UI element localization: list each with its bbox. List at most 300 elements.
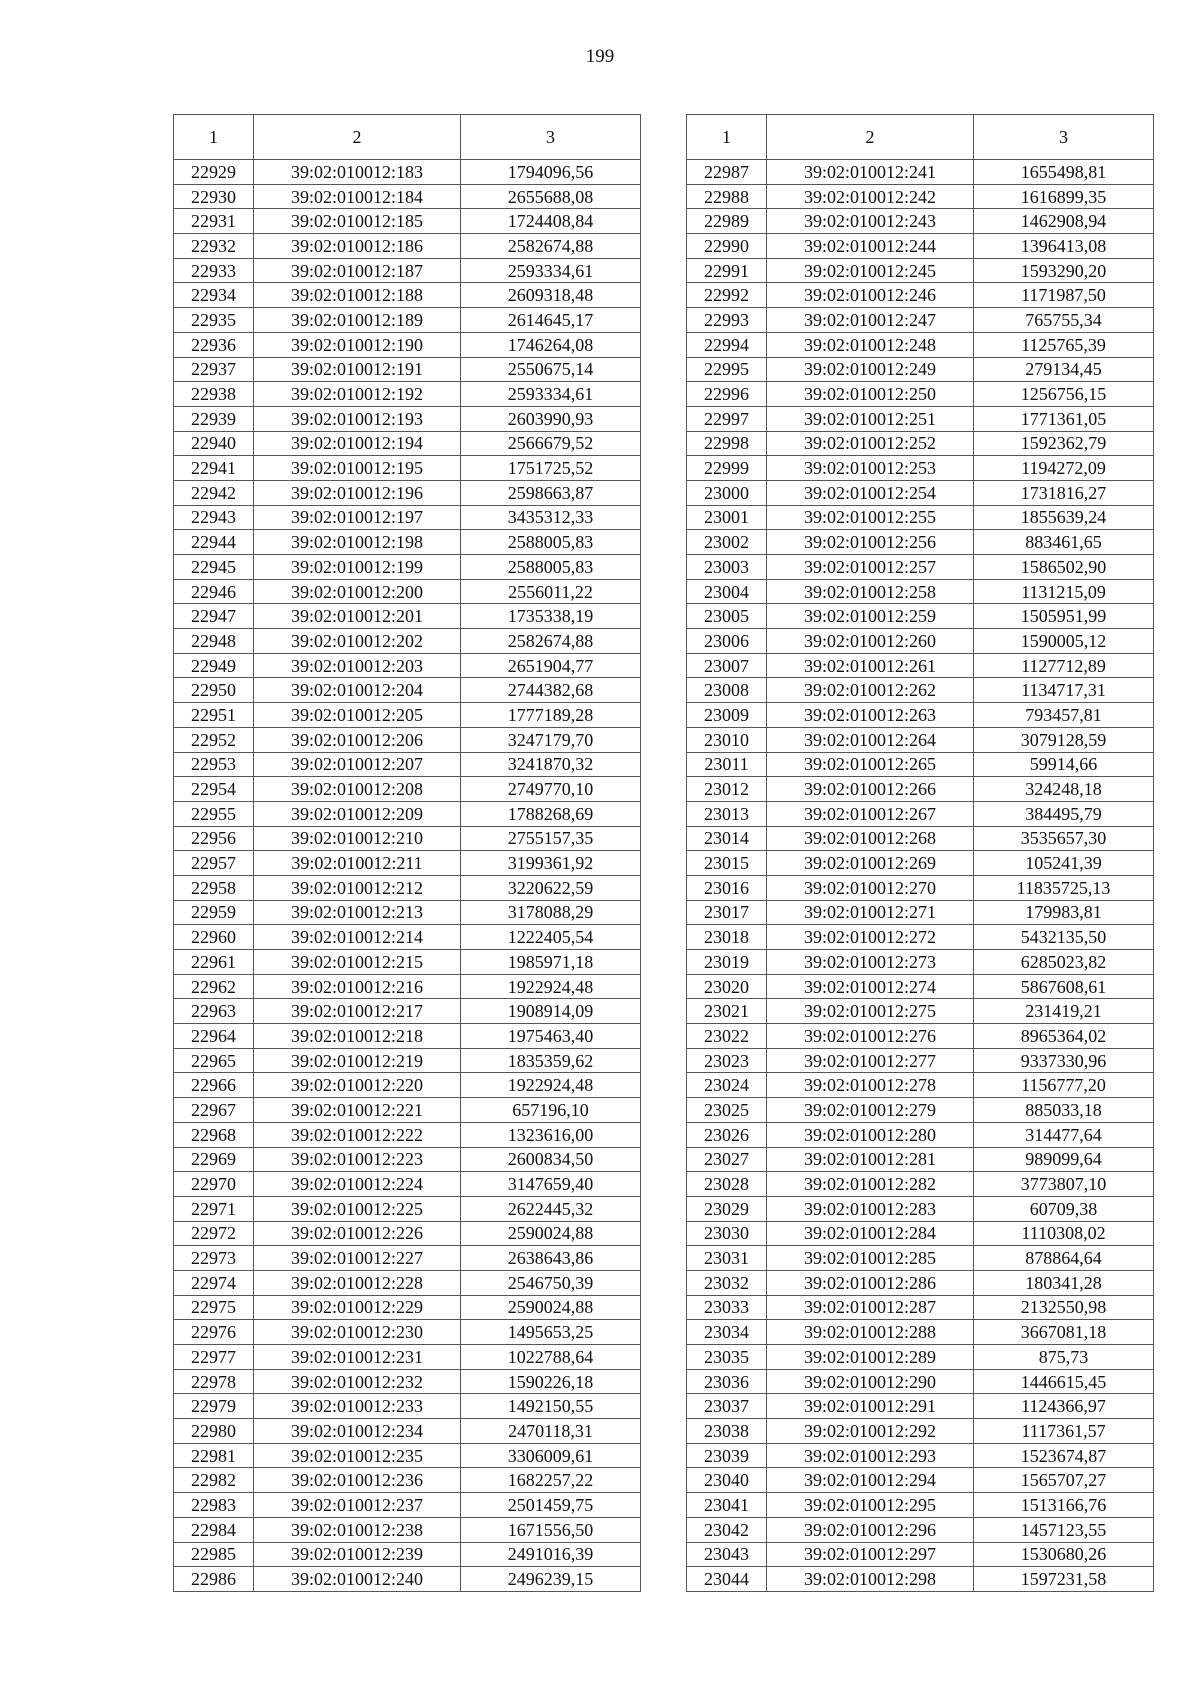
row-number-cell: 22997 bbox=[687, 406, 767, 431]
value-cell: 1462908,94 bbox=[974, 209, 1154, 234]
cadastral-number-cell: 39:02:010012:212 bbox=[254, 875, 461, 900]
row-number-cell: 22934 bbox=[174, 283, 254, 308]
table-row bbox=[687, 703, 1154, 728]
table-row bbox=[174, 1443, 641, 1468]
table-row bbox=[174, 1048, 641, 1073]
cadastral-number-cell: 39:02:010012:295 bbox=[767, 1493, 974, 1518]
cadastral-number-cell: 39:02:010012:235 bbox=[254, 1443, 461, 1468]
cadastral-number-cell: 39:02:010012:227 bbox=[254, 1246, 461, 1271]
value-cell: 2600834,50 bbox=[461, 1147, 641, 1172]
row-number-cell: 23009 bbox=[687, 703, 767, 728]
cadastral-number-cell: 39:02:010012:293 bbox=[767, 1443, 974, 1468]
table-row bbox=[174, 579, 641, 604]
cadastral-number-cell: 39:02:010012:251 bbox=[767, 406, 974, 431]
value-cell: 3178088,29 bbox=[461, 900, 641, 925]
row-number-cell: 22992 bbox=[687, 283, 767, 308]
cadastral-number-cell: 39:02:010012:256 bbox=[767, 530, 974, 555]
table-row bbox=[174, 1542, 641, 1567]
value-cell: 3435312,33 bbox=[461, 505, 641, 530]
row-number-cell: 22990 bbox=[687, 234, 767, 259]
value-cell: 1222405,54 bbox=[461, 925, 641, 950]
value-cell: 1110308,02 bbox=[974, 1221, 1154, 1246]
value-cell: 2566679,52 bbox=[461, 431, 641, 456]
cadastral-number-cell: 39:02:010012:198 bbox=[254, 530, 461, 555]
row-number-cell: 22958 bbox=[174, 875, 254, 900]
value-cell: 1655498,81 bbox=[974, 160, 1154, 185]
cadastral-number-cell: 39:02:010012:190 bbox=[254, 332, 461, 357]
table-row bbox=[174, 1122, 641, 1147]
value-cell: 1682257,22 bbox=[461, 1468, 641, 1493]
value-cell: 2614645,17 bbox=[461, 308, 641, 333]
table-row bbox=[687, 579, 1154, 604]
row-number-cell: 22951 bbox=[174, 703, 254, 728]
table-row bbox=[687, 1196, 1154, 1221]
row-number-cell: 22930 bbox=[174, 184, 254, 209]
cadastral-number-cell: 39:02:010012:229 bbox=[254, 1295, 461, 1320]
table-row bbox=[687, 777, 1154, 802]
table-row bbox=[174, 332, 641, 357]
value-cell: 231419,21 bbox=[974, 999, 1154, 1024]
row-number-cell: 22995 bbox=[687, 357, 767, 382]
table-row bbox=[687, 1246, 1154, 1271]
row-number-cell: 23017 bbox=[687, 900, 767, 925]
value-cell: 1835359,62 bbox=[461, 1048, 641, 1073]
table-row bbox=[687, 851, 1154, 876]
row-number-cell: 22998 bbox=[687, 431, 767, 456]
row-number-cell: 22999 bbox=[687, 456, 767, 481]
row-number-cell: 22981 bbox=[174, 1443, 254, 1468]
cadastral-number-cell: 39:02:010012:249 bbox=[767, 357, 974, 382]
table-row bbox=[174, 431, 641, 456]
value-cell: 883461,65 bbox=[974, 530, 1154, 555]
row-number-cell: 22948 bbox=[174, 629, 254, 654]
row-number-cell: 22938 bbox=[174, 382, 254, 407]
table-row bbox=[687, 604, 1154, 629]
cadastral-number-cell: 39:02:010012:292 bbox=[767, 1419, 974, 1444]
cadastral-number-cell: 39:02:010012:257 bbox=[767, 555, 974, 580]
cadastral-number-cell: 39:02:010012:277 bbox=[767, 1048, 974, 1073]
row-number-cell: 22973 bbox=[174, 1246, 254, 1271]
cadastral-number-cell: 39:02:010012:289 bbox=[767, 1345, 974, 1370]
row-number-cell: 22985 bbox=[174, 1542, 254, 1567]
table-row bbox=[687, 1024, 1154, 1049]
cadastral-number-cell: 39:02:010012:261 bbox=[767, 653, 974, 678]
value-cell: 6285023,82 bbox=[974, 950, 1154, 975]
cadastral-number-cell: 39:02:010012:264 bbox=[767, 727, 974, 752]
row-number-cell: 23007 bbox=[687, 653, 767, 678]
row-number-cell: 22962 bbox=[174, 974, 254, 999]
row-number-cell: 22989 bbox=[687, 209, 767, 234]
row-number-cell: 23023 bbox=[687, 1048, 767, 1073]
row-number-cell: 22977 bbox=[174, 1345, 254, 1370]
row-number-cell: 23001 bbox=[687, 505, 767, 530]
value-cell: 1396413,08 bbox=[974, 234, 1154, 259]
value-cell: 1513166,76 bbox=[974, 1493, 1154, 1518]
table-row bbox=[174, 382, 641, 407]
table-row bbox=[687, 382, 1154, 407]
value-cell: 1127712,89 bbox=[974, 653, 1154, 678]
table-row bbox=[174, 1567, 641, 1592]
table-row bbox=[174, 851, 641, 876]
right-table bbox=[686, 114, 1154, 1592]
value-cell: 2590024,88 bbox=[461, 1295, 641, 1320]
cadastral-number-cell: 39:02:010012:291 bbox=[767, 1394, 974, 1419]
row-number-cell: 22968 bbox=[174, 1122, 254, 1147]
table-row bbox=[174, 1369, 641, 1394]
row-number-cell: 22941 bbox=[174, 456, 254, 481]
value-cell: 3199361,92 bbox=[461, 851, 641, 876]
value-cell: 3773807,10 bbox=[974, 1172, 1154, 1197]
cadastral-number-cell: 39:02:010012:266 bbox=[767, 777, 974, 802]
row-number-cell: 23011 bbox=[687, 752, 767, 777]
cadastral-number-cell: 39:02:010012:213 bbox=[254, 900, 461, 925]
row-number-cell: 22933 bbox=[174, 258, 254, 283]
value-cell: 3220622,59 bbox=[461, 875, 641, 900]
table-row bbox=[687, 258, 1154, 283]
cadastral-number-cell: 39:02:010012:294 bbox=[767, 1468, 974, 1493]
row-number-cell: 23002 bbox=[687, 530, 767, 555]
row-number-cell: 23008 bbox=[687, 678, 767, 703]
cadastral-number-cell: 39:02:010012:207 bbox=[254, 752, 461, 777]
value-cell: 1323616,00 bbox=[461, 1122, 641, 1147]
cadastral-number-cell: 39:02:010012:279 bbox=[767, 1098, 974, 1123]
value-cell: 1156777,20 bbox=[974, 1073, 1154, 1098]
cadastral-number-cell: 39:02:010012:199 bbox=[254, 555, 461, 580]
cadastral-number-cell: 39:02:010012:191 bbox=[254, 357, 461, 382]
cadastral-number-cell: 39:02:010012:200 bbox=[254, 579, 461, 604]
cadastral-number-cell: 39:02:010012:240 bbox=[254, 1567, 461, 1592]
cadastral-number-cell: 39:02:010012:237 bbox=[254, 1493, 461, 1518]
cadastral-number-cell: 39:02:010012:186 bbox=[254, 234, 461, 259]
row-number-cell: 22943 bbox=[174, 505, 254, 530]
value-cell: 2546750,39 bbox=[461, 1270, 641, 1295]
table-header bbox=[174, 115, 641, 160]
cadastral-number-cell: 39:02:010012:222 bbox=[254, 1122, 461, 1147]
cadastral-number-cell: 39:02:010012:247 bbox=[767, 308, 974, 333]
value-cell: 1492150,55 bbox=[461, 1394, 641, 1419]
row-number-cell: 23033 bbox=[687, 1295, 767, 1320]
table-row bbox=[174, 1270, 641, 1295]
table-row bbox=[687, 234, 1154, 259]
table-row bbox=[687, 1073, 1154, 1098]
value-cell: 179983,81 bbox=[974, 900, 1154, 925]
value-cell: 2609318,48 bbox=[461, 283, 641, 308]
table-row bbox=[174, 875, 641, 900]
value-cell: 60709,38 bbox=[974, 1196, 1154, 1221]
table-row bbox=[687, 826, 1154, 851]
table-body bbox=[174, 160, 641, 1592]
value-cell: 1794096,56 bbox=[461, 160, 641, 185]
table-row bbox=[687, 1098, 1154, 1123]
table-body bbox=[687, 160, 1154, 1592]
value-cell: 1751725,52 bbox=[461, 456, 641, 481]
row-number-cell: 23015 bbox=[687, 851, 767, 876]
table-row bbox=[687, 1221, 1154, 1246]
cadastral-number-cell: 39:02:010012:250 bbox=[767, 382, 974, 407]
table-row bbox=[687, 184, 1154, 209]
table-row bbox=[174, 357, 641, 382]
column-header-1: 1 bbox=[174, 115, 254, 160]
row-number-cell: 22942 bbox=[174, 480, 254, 505]
row-number-cell: 22983 bbox=[174, 1493, 254, 1518]
row-number-cell: 23044 bbox=[687, 1567, 767, 1592]
row-number-cell: 22979 bbox=[174, 1394, 254, 1419]
cadastral-number-cell: 39:02:010012:258 bbox=[767, 579, 974, 604]
value-cell: 989099,64 bbox=[974, 1147, 1154, 1172]
cadastral-number-cell: 39:02:010012:225 bbox=[254, 1196, 461, 1221]
cadastral-number-cell: 39:02:010012:248 bbox=[767, 332, 974, 357]
cadastral-number-cell: 39:02:010012:271 bbox=[767, 900, 974, 925]
table-row bbox=[174, 456, 641, 481]
cadastral-number-cell: 39:02:010012:244 bbox=[767, 234, 974, 259]
cadastral-number-cell: 39:02:010012:210 bbox=[254, 826, 461, 851]
table-row bbox=[174, 653, 641, 678]
row-number-cell: 22988 bbox=[687, 184, 767, 209]
table-row bbox=[174, 555, 641, 580]
table-row bbox=[687, 308, 1154, 333]
row-number-cell: 22961 bbox=[174, 950, 254, 975]
cadastral-number-cell: 39:02:010012:276 bbox=[767, 1024, 974, 1049]
table-row bbox=[687, 629, 1154, 654]
cadastral-number-cell: 39:02:010012:193 bbox=[254, 406, 461, 431]
cadastral-number-cell: 39:02:010012:234 bbox=[254, 1419, 461, 1444]
row-number-cell: 22959 bbox=[174, 900, 254, 925]
row-number-cell: 23013 bbox=[687, 801, 767, 826]
cadastral-number-cell: 39:02:010012:201 bbox=[254, 604, 461, 629]
value-cell: 1495653,25 bbox=[461, 1320, 641, 1345]
table-row bbox=[687, 875, 1154, 900]
value-cell: 1117361,57 bbox=[974, 1419, 1154, 1444]
table-row bbox=[687, 1394, 1154, 1419]
table-row bbox=[174, 1468, 641, 1493]
value-cell: 765755,34 bbox=[974, 308, 1154, 333]
value-cell: 1457123,55 bbox=[974, 1517, 1154, 1542]
value-cell: 1777189,28 bbox=[461, 703, 641, 728]
value-cell: 1724408,84 bbox=[461, 209, 641, 234]
column-header-2: 2 bbox=[254, 115, 461, 160]
cadastral-number-cell: 39:02:010012:242 bbox=[767, 184, 974, 209]
value-cell: 1735338,19 bbox=[461, 604, 641, 629]
value-cell: 1565707,27 bbox=[974, 1468, 1154, 1493]
cadastral-number-cell: 39:02:010012:283 bbox=[767, 1196, 974, 1221]
value-cell: 2501459,75 bbox=[461, 1493, 641, 1518]
cadastral-number-cell: 39:02:010012:262 bbox=[767, 678, 974, 703]
value-cell: 2744382,68 bbox=[461, 678, 641, 703]
cadastral-number-cell: 39:02:010012:221 bbox=[254, 1098, 461, 1123]
value-cell: 3535657,30 bbox=[974, 826, 1154, 851]
table-row bbox=[174, 703, 641, 728]
value-cell: 2749770,10 bbox=[461, 777, 641, 802]
column-header-3: 3 bbox=[461, 115, 641, 160]
table-row bbox=[687, 1122, 1154, 1147]
cadastral-number-cell: 39:02:010012:218 bbox=[254, 1024, 461, 1049]
value-cell: 1731816,27 bbox=[974, 480, 1154, 505]
value-cell: 1985971,18 bbox=[461, 950, 641, 975]
row-number-cell: 22971 bbox=[174, 1196, 254, 1221]
cadastral-number-cell: 39:02:010012:231 bbox=[254, 1345, 461, 1370]
table-row bbox=[174, 1147, 641, 1172]
table-row bbox=[174, 801, 641, 826]
row-number-cell: 22946 bbox=[174, 579, 254, 604]
table-row bbox=[174, 1098, 641, 1123]
cadastral-number-cell: 39:02:010012:290 bbox=[767, 1369, 974, 1394]
table-row bbox=[687, 900, 1154, 925]
row-number-cell: 22952 bbox=[174, 727, 254, 752]
cadastral-number-cell: 39:02:010012:217 bbox=[254, 999, 461, 1024]
table-row bbox=[174, 1024, 641, 1049]
cadastral-number-cell: 39:02:010012:297 bbox=[767, 1542, 974, 1567]
table-row bbox=[174, 1419, 641, 1444]
value-cell: 793457,81 bbox=[974, 703, 1154, 728]
row-number-cell: 22969 bbox=[174, 1147, 254, 1172]
value-cell: 1908914,09 bbox=[461, 999, 641, 1024]
row-number-cell: 23040 bbox=[687, 1468, 767, 1493]
table-row bbox=[174, 1493, 641, 1518]
cadastral-number-cell: 39:02:010012:197 bbox=[254, 505, 461, 530]
cadastral-number-cell: 39:02:010012:205 bbox=[254, 703, 461, 728]
value-cell: 1922924,48 bbox=[461, 974, 641, 999]
row-number-cell: 22931 bbox=[174, 209, 254, 234]
row-number-cell: 23041 bbox=[687, 1493, 767, 1518]
row-number-cell: 23019 bbox=[687, 950, 767, 975]
table-row bbox=[174, 999, 641, 1024]
cadastral-number-cell: 39:02:010012:272 bbox=[767, 925, 974, 950]
value-cell: 1134717,31 bbox=[974, 678, 1154, 703]
row-number-cell: 22975 bbox=[174, 1295, 254, 1320]
table-row bbox=[174, 826, 641, 851]
value-cell: 3147659,40 bbox=[461, 1172, 641, 1197]
row-number-cell: 22936 bbox=[174, 332, 254, 357]
row-number-cell: 23021 bbox=[687, 999, 767, 1024]
table-row bbox=[687, 1567, 1154, 1592]
table-row bbox=[687, 1468, 1154, 1493]
cadastral-number-cell: 39:02:010012:220 bbox=[254, 1073, 461, 1098]
cadastral-number-cell: 39:02:010012:263 bbox=[767, 703, 974, 728]
value-cell: 1125765,39 bbox=[974, 332, 1154, 357]
cadastral-number-cell: 39:02:010012:286 bbox=[767, 1270, 974, 1295]
table-row bbox=[687, 1270, 1154, 1295]
value-cell: 1593290,20 bbox=[974, 258, 1154, 283]
table-row bbox=[687, 1369, 1154, 1394]
value-cell: 279134,45 bbox=[974, 357, 1154, 382]
cadastral-number-cell: 39:02:010012:183 bbox=[254, 160, 461, 185]
table-row bbox=[174, 480, 641, 505]
cadastral-number-cell: 39:02:010012:254 bbox=[767, 480, 974, 505]
value-cell: 8965364,02 bbox=[974, 1024, 1154, 1049]
table-row bbox=[174, 752, 641, 777]
row-number-cell: 23026 bbox=[687, 1122, 767, 1147]
value-cell: 2593334,61 bbox=[461, 382, 641, 407]
value-cell: 1746264,08 bbox=[461, 332, 641, 357]
value-cell: 2470118,31 bbox=[461, 1419, 641, 1444]
table-row bbox=[174, 234, 641, 259]
row-number-cell: 23034 bbox=[687, 1320, 767, 1345]
cadastral-number-cell: 39:02:010012:224 bbox=[254, 1172, 461, 1197]
value-cell: 314477,64 bbox=[974, 1122, 1154, 1147]
row-number-cell: 23010 bbox=[687, 727, 767, 752]
value-cell: 2638643,86 bbox=[461, 1246, 641, 1271]
value-cell: 11835725,13 bbox=[974, 875, 1154, 900]
value-cell: 878864,64 bbox=[974, 1246, 1154, 1271]
value-cell: 2598663,87 bbox=[461, 480, 641, 505]
row-number-cell: 23035 bbox=[687, 1345, 767, 1370]
row-number-cell: 22965 bbox=[174, 1048, 254, 1073]
table-row bbox=[174, 1295, 641, 1320]
table-row bbox=[687, 1443, 1154, 1468]
row-number-cell: 23031 bbox=[687, 1246, 767, 1271]
table-row bbox=[687, 925, 1154, 950]
row-number-cell: 22982 bbox=[174, 1468, 254, 1493]
cadastral-number-cell: 39:02:010012:206 bbox=[254, 727, 461, 752]
row-number-cell: 23037 bbox=[687, 1394, 767, 1419]
value-cell: 324248,18 bbox=[974, 777, 1154, 802]
value-cell: 1022788,64 bbox=[461, 1345, 641, 1370]
row-number-cell: 22935 bbox=[174, 308, 254, 333]
cadastral-number-cell: 39:02:010012:273 bbox=[767, 950, 974, 975]
row-number-cell: 22940 bbox=[174, 431, 254, 456]
row-number-cell: 22994 bbox=[687, 332, 767, 357]
row-number-cell: 23038 bbox=[687, 1419, 767, 1444]
table-row bbox=[174, 678, 641, 703]
table-row bbox=[687, 950, 1154, 975]
table-row bbox=[687, 801, 1154, 826]
value-cell: 2550675,14 bbox=[461, 357, 641, 382]
row-number-cell: 23004 bbox=[687, 579, 767, 604]
table-row bbox=[174, 1073, 641, 1098]
cadastral-number-cell: 39:02:010012:252 bbox=[767, 431, 974, 456]
row-number-cell: 22972 bbox=[174, 1221, 254, 1246]
value-cell: 5867608,61 bbox=[974, 974, 1154, 999]
row-number-cell: 22984 bbox=[174, 1517, 254, 1542]
value-cell: 5432135,50 bbox=[974, 925, 1154, 950]
page-number: 199 bbox=[585, 46, 615, 67]
value-cell: 2588005,83 bbox=[461, 530, 641, 555]
row-number-cell: 22949 bbox=[174, 653, 254, 678]
table-row bbox=[174, 900, 641, 925]
value-cell: 105241,39 bbox=[974, 851, 1154, 876]
value-cell: 1922924,48 bbox=[461, 1073, 641, 1098]
table-row bbox=[174, 1345, 641, 1370]
cadastral-number-cell: 39:02:010012:189 bbox=[254, 308, 461, 333]
table-row bbox=[687, 1295, 1154, 1320]
table-row bbox=[174, 283, 641, 308]
table-row bbox=[687, 283, 1154, 308]
value-cell: 1256756,15 bbox=[974, 382, 1154, 407]
value-cell: 9337330,96 bbox=[974, 1048, 1154, 1073]
table-row bbox=[687, 1172, 1154, 1197]
cadastral-number-cell: 39:02:010012:216 bbox=[254, 974, 461, 999]
cadastral-number-cell: 39:02:010012:287 bbox=[767, 1295, 974, 1320]
value-cell: 1788268,69 bbox=[461, 801, 641, 826]
table-row bbox=[687, 505, 1154, 530]
row-number-cell: 23028 bbox=[687, 1172, 767, 1197]
row-number-cell: 22964 bbox=[174, 1024, 254, 1049]
table-header bbox=[687, 115, 1154, 160]
cadastral-number-cell: 39:02:010012:184 bbox=[254, 184, 461, 209]
value-cell: 2582674,88 bbox=[461, 234, 641, 259]
value-cell: 2590024,88 bbox=[461, 1221, 641, 1246]
cadastral-number-cell: 39:02:010012:232 bbox=[254, 1369, 461, 1394]
table-row bbox=[687, 1345, 1154, 1370]
table-row bbox=[174, 160, 641, 185]
cadastral-number-cell: 39:02:010012:246 bbox=[767, 283, 974, 308]
table-row bbox=[174, 1196, 641, 1221]
column-header-2: 2 bbox=[767, 115, 974, 160]
row-number-cell: 23020 bbox=[687, 974, 767, 999]
table-row bbox=[687, 752, 1154, 777]
cadastral-number-cell: 39:02:010012:238 bbox=[254, 1517, 461, 1542]
row-number-cell: 23000 bbox=[687, 480, 767, 505]
